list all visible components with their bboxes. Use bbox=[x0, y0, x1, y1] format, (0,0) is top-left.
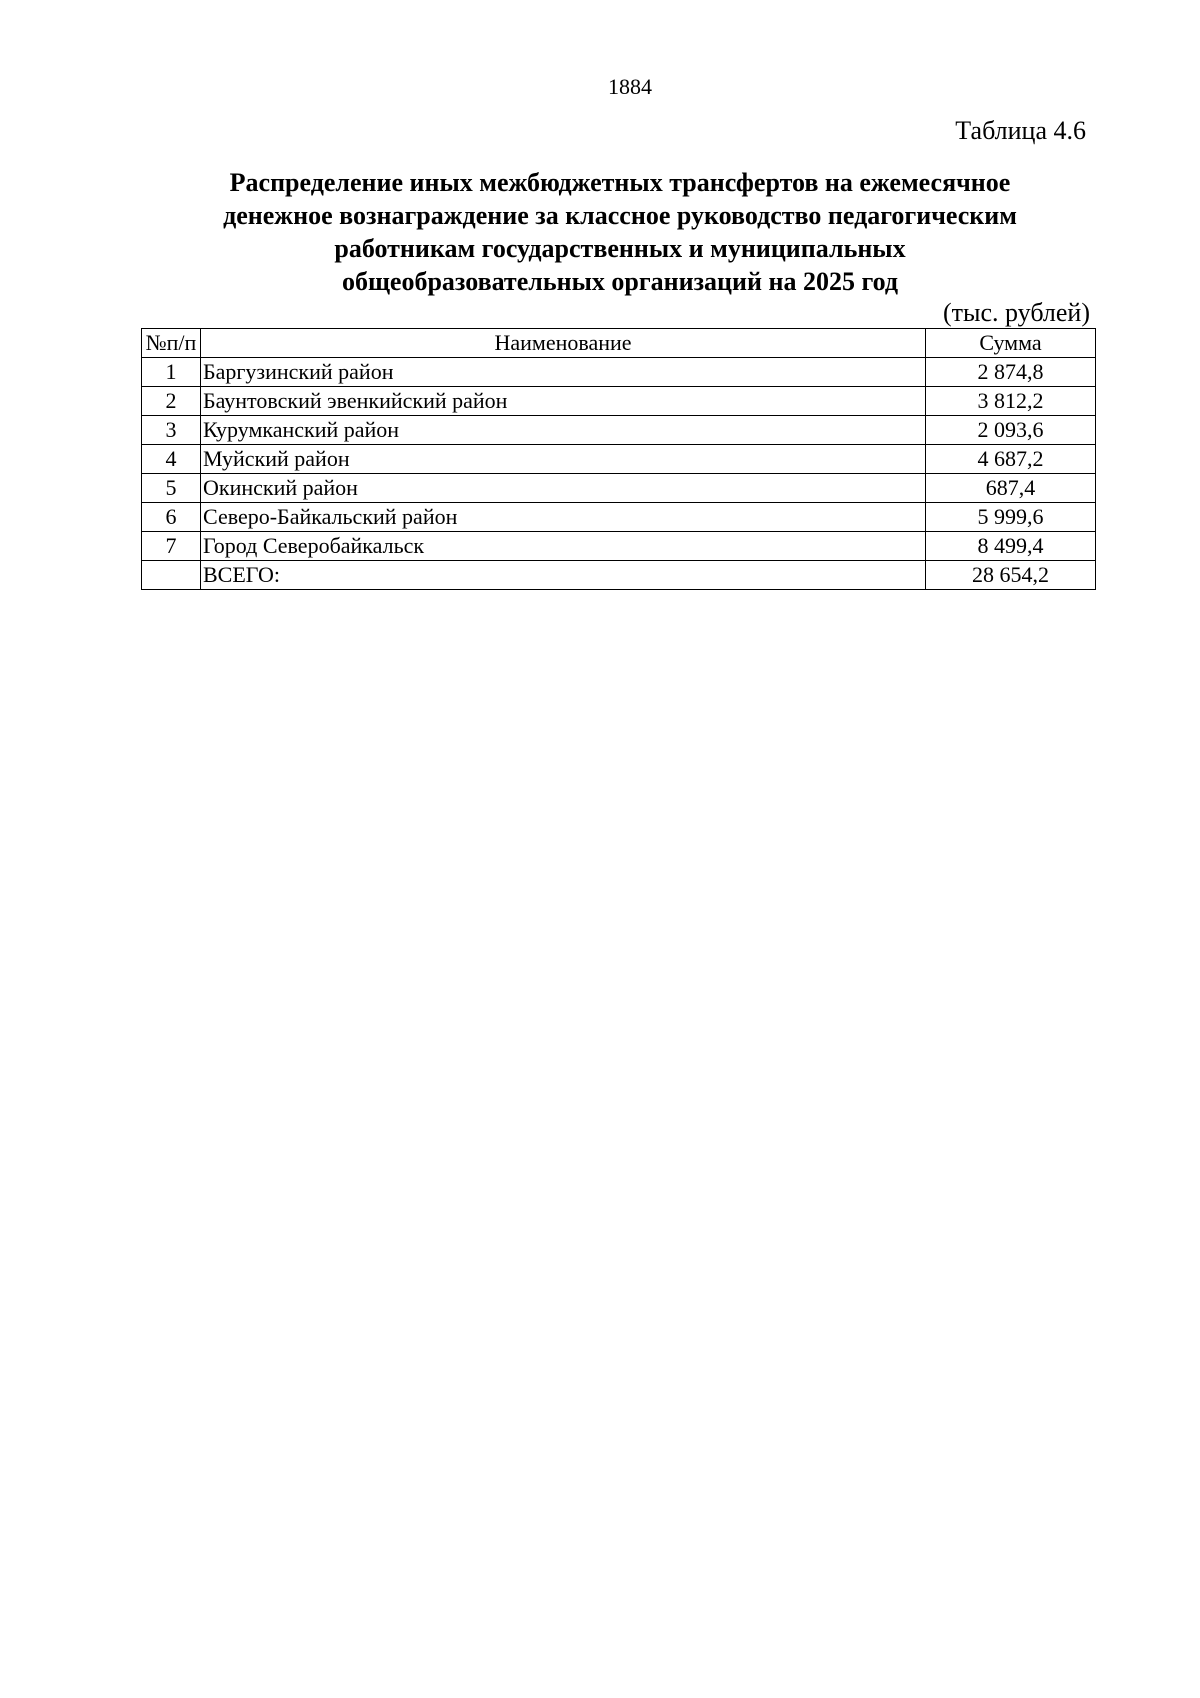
document-title bbox=[140, 166, 1100, 298]
table-row bbox=[142, 387, 1096, 416]
row-num: 7 bbox=[142, 532, 201, 561]
title-line: общеобразовательных организаций на 2025 год bbox=[341, 267, 899, 296]
table-row bbox=[142, 416, 1096, 445]
table-total-row bbox=[142, 561, 1096, 590]
title-line: Распределение иных межбюджетных трансфертов на ежемесячное bbox=[229, 168, 1011, 197]
row-sum: 4 687,2 bbox=[926, 445, 1096, 474]
row-num: 6 bbox=[142, 503, 201, 532]
table-row bbox=[142, 474, 1096, 503]
row-num: 5 bbox=[142, 474, 201, 503]
total-label: ВСЕГО: bbox=[201, 561, 926, 590]
row-num: 3 bbox=[142, 416, 201, 445]
row-sum: 3 812,2 bbox=[926, 387, 1096, 416]
row-sum: 687,4 bbox=[926, 474, 1096, 503]
row-sum: 2 093,6 bbox=[926, 416, 1096, 445]
distribution-table bbox=[141, 328, 1096, 590]
row-sum: 5 999,6 bbox=[926, 503, 1096, 532]
row-name: Город Северобайкальск bbox=[201, 532, 926, 561]
title-line: работникам государственных и муниципальных bbox=[334, 234, 906, 263]
table-row bbox=[142, 358, 1096, 387]
table-row bbox=[142, 532, 1096, 561]
page-number: 1884 bbox=[608, 74, 652, 99]
table-row bbox=[142, 445, 1096, 474]
table-label: Таблица 4.6 bbox=[955, 116, 1086, 145]
unit-label: (тыс. рублей) bbox=[942, 298, 1090, 327]
row-name: Окинский район bbox=[201, 474, 926, 503]
row-sum: 2 874,8 bbox=[926, 358, 1096, 387]
row-num: 2 bbox=[142, 387, 201, 416]
total-sum: 28 654,2 bbox=[926, 561, 1096, 590]
header-name: Наименование bbox=[201, 329, 926, 358]
row-num: 1 bbox=[142, 358, 201, 387]
row-name: Баунтовский эвенкийский район bbox=[201, 387, 926, 416]
row-num: 4 bbox=[142, 445, 201, 474]
header-num: №п/п bbox=[142, 329, 201, 358]
title-line: денежное вознаграждение за классное руководство педагогическим bbox=[223, 201, 1017, 230]
row-name: Баргузинский район bbox=[201, 358, 926, 387]
table-row bbox=[142, 503, 1096, 532]
row-name: Курумканский район bbox=[201, 416, 926, 445]
total-num bbox=[142, 561, 201, 590]
header-sum: Сумма bbox=[926, 329, 1096, 358]
row-sum: 8 499,4 bbox=[926, 532, 1096, 561]
row-name: Северо-Байкальский район bbox=[201, 503, 926, 532]
row-name: Муйский район bbox=[201, 445, 926, 474]
table-header-row bbox=[142, 329, 1096, 358]
